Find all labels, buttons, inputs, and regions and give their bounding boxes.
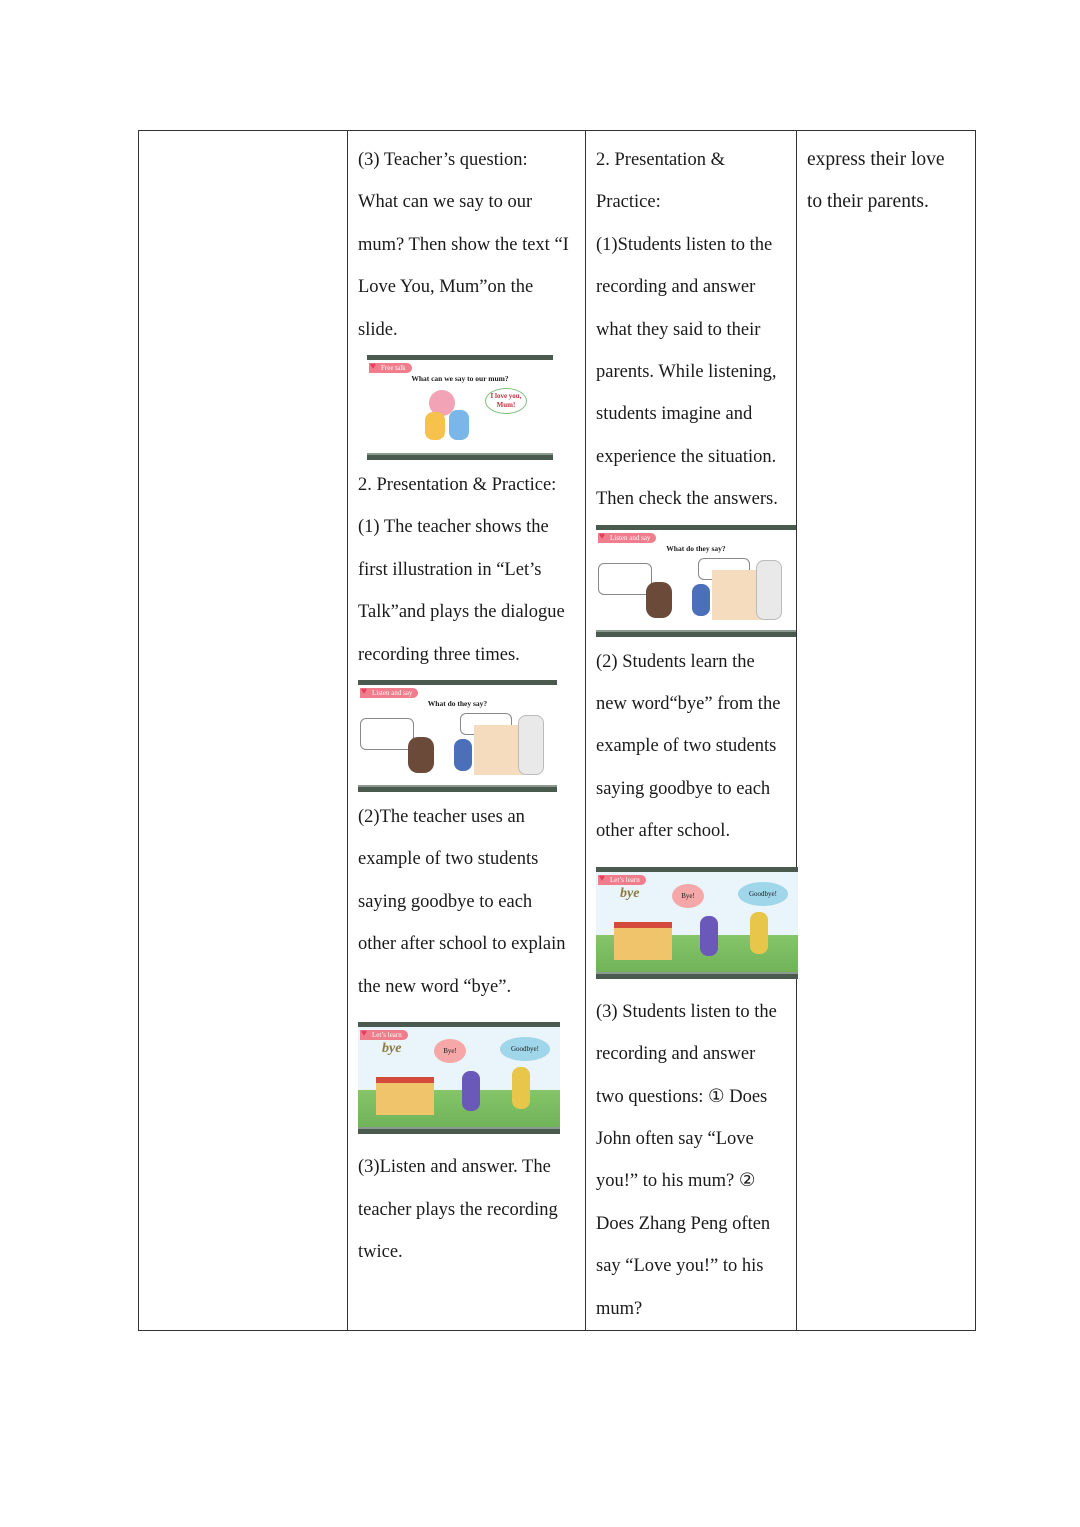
text-line: recording and answer: [596, 1044, 756, 1065]
text-line: first illustration in “Let’s: [358, 559, 542, 580]
goodbye-bubble: Goodbye!: [738, 882, 788, 906]
slide-listen-and-say: [358, 680, 557, 792]
slide-footer: [358, 785, 557, 787]
text-line: experience the situation.: [596, 446, 777, 467]
slide-listen-and-say: [596, 525, 796, 637]
slide-tag: ♥ Listen and say: [598, 533, 656, 543]
text-line: (3) Teacher’s question:: [358, 150, 528, 170]
boy-illustration: [750, 912, 768, 954]
text-line: what they said to their: [596, 319, 761, 340]
slide-tag: ♥ Listen and say: [360, 688, 418, 698]
bye-bubble: Bye!: [672, 884, 704, 908]
text-line: you!” to his mum? ②: [596, 1171, 756, 1192]
text-line: saying goodbye to each: [358, 891, 533, 912]
boy-illustration: [512, 1067, 530, 1109]
text-line: (2) Students learn the: [596, 651, 755, 672]
wall-illustration: [474, 725, 524, 775]
wall-illustration: [712, 570, 762, 620]
school-illustration: [376, 1077, 434, 1115]
text-line: What can we say to our: [358, 192, 533, 213]
lesson-plan-table: [138, 130, 976, 1331]
child-illustration: [449, 410, 469, 440]
text-line: (3)Listen and answer. The: [358, 1157, 551, 1178]
speech-bubble: [598, 563, 652, 595]
speech-bubble: [360, 718, 414, 750]
text-line: 2. Presentation & Practice:: [358, 475, 557, 496]
text-line: other after school.: [596, 821, 731, 842]
bye-bubble: Bye!: [434, 1039, 466, 1063]
student-illustration: [692, 584, 710, 616]
slide-tag: ♥ Let’s learn: [598, 875, 646, 885]
slide-tag: ♥ Let’s learn: [360, 1030, 408, 1040]
slide-lets-learn: [596, 867, 798, 979]
text-line: express their love: [807, 149, 945, 170]
speech-bubble: I love you, Mum!: [485, 388, 527, 414]
text-line: say “Love you!” to his: [596, 1256, 764, 1277]
text-line: recording three times.: [358, 644, 520, 665]
student-illustration: [454, 739, 472, 771]
text-line: the new word “bye”.: [358, 976, 512, 997]
teacher-illustration: [756, 560, 782, 620]
text-line: to their parents.: [807, 191, 929, 213]
text-line: other after school to explain: [358, 934, 566, 955]
slide-lets-learn: [358, 1022, 560, 1134]
text-line: (3) Students listen to the: [596, 1001, 777, 1022]
text-line: saying goodbye to each: [596, 778, 771, 799]
teacher-illustration: [518, 715, 544, 775]
text-line: Talk”and plays the dialogue: [358, 602, 565, 623]
goodbye-bubble: Goodbye!: [500, 1037, 550, 1061]
student-illustration: [408, 737, 434, 773]
new-word: bye: [620, 885, 640, 901]
text-line: (1) The teacher shows the: [358, 517, 549, 538]
slide-title: What can we say to our mum?: [411, 374, 509, 384]
girl-illustration: [462, 1071, 480, 1111]
slide-footer: [358, 1127, 560, 1129]
text-line: Love You, Mum”on the: [358, 277, 534, 298]
girl-illustration: [700, 916, 718, 956]
slide-footer: [596, 630, 796, 632]
student-illustration: [646, 582, 672, 618]
text-line: mum?: [596, 1298, 643, 1319]
new-word: bye: [382, 1041, 402, 1057]
text-line: (1)Students listen to the: [596, 234, 773, 255]
slide-tag: ♥ Free talk: [369, 363, 412, 373]
slide-free-talk: [367, 355, 553, 460]
text-line: example of two students: [358, 849, 539, 870]
text-line: teacher plays the recording: [358, 1199, 558, 1220]
text-line: slide.: [358, 319, 398, 340]
text-line: Does Zhang Peng often: [596, 1213, 771, 1234]
column-1-cell: [139, 131, 348, 1331]
school-illustration: [614, 922, 672, 960]
text-line: 2. Presentation &: [596, 150, 725, 170]
child-illustration: [425, 412, 445, 440]
text-line: parents. While listening,: [596, 362, 777, 383]
text-line: Practice:: [596, 192, 661, 213]
text-line: mum? Then show the text “I: [358, 234, 569, 255]
text-line: twice.: [358, 1241, 403, 1262]
teacher-activity-cell: [348, 131, 586, 1331]
slide-title: What do they say?: [427, 699, 488, 709]
slide-title: What do they say?: [666, 543, 726, 553]
design-intent-cell: [797, 131, 976, 1331]
text-line: (2)The teacher uses an: [358, 807, 525, 828]
slide-footer: [596, 972, 798, 974]
student-activity-cell: [586, 131, 797, 1331]
text-line: John often say “Love: [596, 1128, 754, 1149]
slide-footer: [367, 453, 553, 455]
text-line: students imagine and: [596, 404, 753, 425]
text-line: example of two students: [596, 736, 777, 757]
text-line: two questions: ① Does: [596, 1086, 768, 1107]
text-line: recording and answer: [596, 277, 756, 298]
text-line: Then check the answers.: [596, 489, 778, 510]
text-line: new word“bye” from the: [596, 694, 781, 715]
